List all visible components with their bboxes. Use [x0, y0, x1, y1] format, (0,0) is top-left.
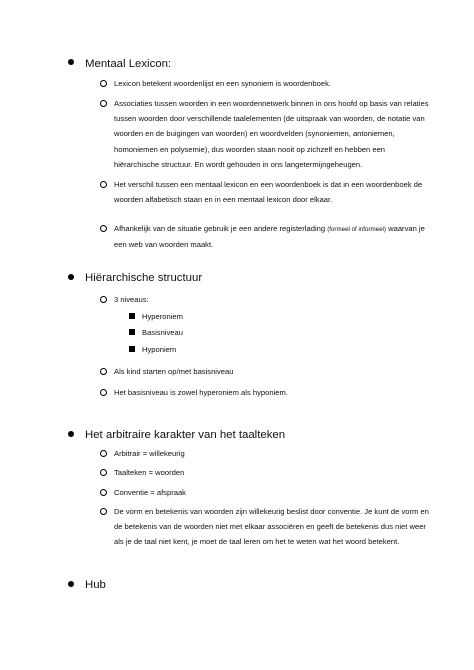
square-bullet-icon: [129, 346, 135, 352]
bullet-icon: [68, 581, 74, 587]
list-item-text: Afhankelijk van de situatie gebruik je een andere registerlading: [114, 224, 328, 233]
circle-bullet-icon: [100, 368, 107, 375]
list-item: Associaties tussen woorden in een woordennetwerk binnen in ons hoofd op basis van relaties tussen woorden door verschillende taalelementen (de uitspraak van woorden, de notatie van woorden en de buigingen van woorden) en woordvelden (synoniemen, antoniemen, homoniemen en polysemie), dus woorden staan nooit op zichzelf en hebben een hiërarchische structuur. En wordt gehouden in ons langetermijngeheugen.: [114, 99, 429, 169]
circle-bullet-icon: [100, 225, 107, 232]
heading-arbitraire-karakter: Het arbitraire karakter van het taalteken: [85, 429, 286, 441]
circle-bullet-icon: [100, 100, 107, 107]
square-bullet-icon: [129, 313, 135, 319]
level-item: Basisniveau: [142, 328, 183, 337]
list-item: Conventie = afspraak: [114, 488, 186, 497]
list-item: Arbitrair = willekeurig: [114, 449, 185, 458]
list-item: [114, 221, 432, 252]
bullet-icon: [68, 431, 74, 437]
circle-bullet-icon: [100, 181, 107, 188]
list-item: Taalteken = woorden: [114, 468, 185, 477]
circle-bullet-icon: [100, 469, 107, 476]
level-item: Hyperoniem: [142, 312, 183, 321]
list-item: Het basisniveau is zowel hyperoniem als hyponiem.: [114, 388, 288, 397]
list-item-note: (formeel of informeel): [327, 226, 386, 233]
circle-bullet-icon: [100, 389, 107, 396]
circle-bullet-icon: [100, 489, 107, 496]
list-item: De vorm en betekenis van woorden zijn willekeurig beslist door conventie. Je kunt de vorm en de betekenis van de woorden niet met elkaar associëren en geeft de betekenis dus niet weer als je de taal niet kent, je moet de taal leren om het te weten wat het woord betekent.: [114, 507, 429, 547]
list-item: Als kind starten op/met basisniveau: [114, 367, 234, 376]
bullet-icon: [68, 59, 74, 65]
list-item: Het verschil tussen een mentaal lexicon en een woordenboek is dat in een woordenboek de woorden alfabetisch staan en in een mentaal lexicon door elkaar.: [114, 180, 423, 205]
circle-bullet-icon: [100, 450, 107, 457]
bullet-icon: [68, 274, 74, 280]
list-item: 3 niveaus:: [114, 295, 149, 304]
circle-bullet-icon: [100, 80, 107, 87]
square-bullet-icon: [129, 329, 135, 335]
heading-hierarchische-structuur: Hiërarchische structuur: [85, 272, 203, 284]
circle-bullet-icon: [100, 296, 107, 303]
heading-mentaal-lexicon: Mentaal Lexicon:: [85, 58, 172, 70]
list-item-text: waarvan je een web van woorden maakt.: [114, 224, 425, 250]
heading-hub: Hub: [85, 579, 106, 591]
circle-bullet-icon: [100, 508, 107, 515]
level-item: Hyponiem: [142, 345, 177, 354]
list-item: Lexicon betekent woordenlijst en een synoniem is woordenboek.: [114, 79, 331, 88]
